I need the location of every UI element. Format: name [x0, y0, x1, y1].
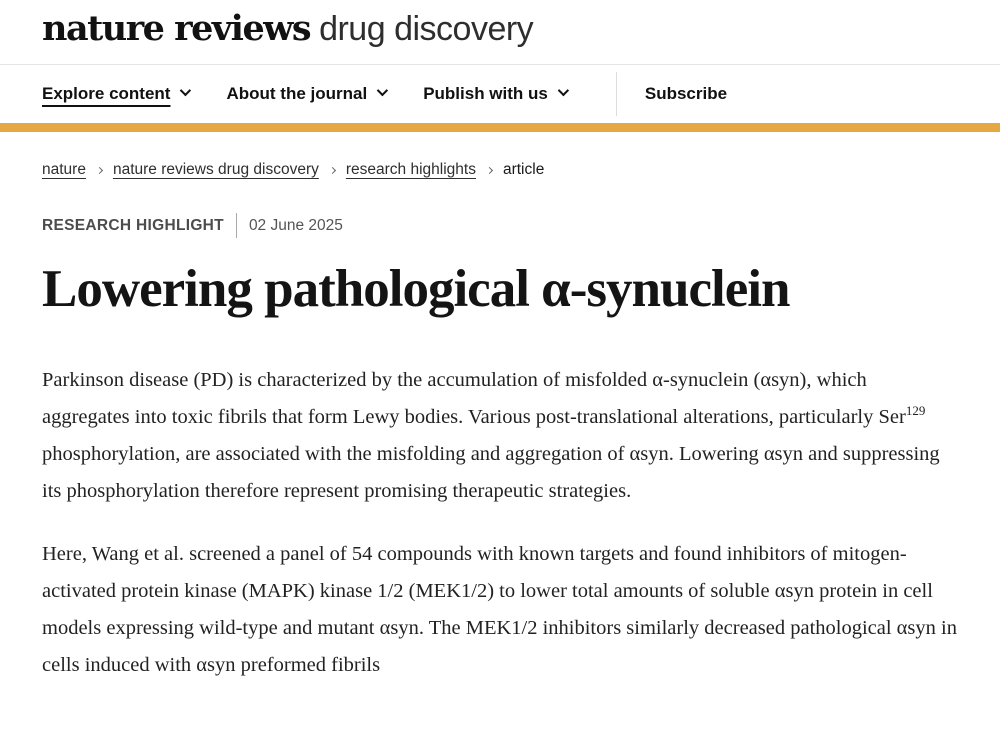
nav-about-the-journal[interactable]: [226, 84, 385, 104]
site-header: [0, 0, 1000, 64]
article-paragraph-2: Here, Wang et al. screened a panel of 54 compounds with known targets and found inhibitors of mitogen-activated protein kinase (MAPK) kinase 1/2 (MEK1/2) to lower total amounts of soluble αsyn protein in cell models expressing wild-type and mutant αsyn. The MEK1/2 inhibitors similarly decreased pathological αsyn in cells induced with αsyn preformed fibrils: [42, 543, 957, 677]
article-paragraph-1: [42, 362, 958, 510]
breadcrumb-link-journal[interactable]: nature reviews drug discovery: [112, 161, 319, 178]
logo-drug-discovery: drug discovery: [319, 10, 534, 48]
breadcrumb-link-nature[interactable]: nature: [42, 161, 86, 178]
article-meta: [42, 213, 958, 238]
article-title: Lowering pathological α-synuclein: [42, 260, 790, 318]
chevron-down-icon: [180, 85, 191, 96]
meta-divider: [236, 213, 237, 238]
breadcrumb: [42, 161, 958, 179]
breadcrumb-current-article: article: [502, 161, 545, 178]
nav-subscribe-label: Subscribe: [644, 84, 728, 103]
chevron-right-icon: [96, 166, 103, 173]
primary-nav: [0, 64, 1000, 123]
publish-date: 02 June 2025: [248, 216, 343, 234]
chevron-right-icon: [486, 166, 493, 173]
chevron-down-icon: [558, 85, 569, 96]
chevron-down-icon: [377, 85, 388, 96]
paragraph-1-text-before-sup: Parkinson disease (PD) is characterized by the accumulation of misfolded α-synuclein (αsyn), which aggregates into toxic fibrils that form Lewy bodies. Various post-translational alterations, particularly Ser: [42, 369, 906, 429]
logo-nature-reviews: nature reviews: [42, 8, 311, 49]
brand-accent-bar: [0, 123, 1000, 132]
superscript-129: 129: [905, 403, 926, 419]
paragraph-1-text-after-sup: phosphorylation, are associated with the misfolding and aggregation of αsyn. Lowering αsyn and suppressing its phosphorylation therefore represent promising therapeutic strategies.: [42, 443, 940, 503]
nav-publish-with-us[interactable]: [423, 84, 566, 104]
nav-explore-content[interactable]: [42, 84, 188, 104]
nav-subscribe[interactable]: [645, 84, 727, 104]
nav-divider: [616, 72, 617, 116]
journal-logo[interactable]: [42, 8, 533, 49]
article-type-label: RESEARCH HIGHLIGHT: [42, 216, 224, 234]
chevron-right-icon: [329, 166, 336, 173]
nav-publish-with-us-label: Publish with us: [423, 84, 548, 103]
breadcrumb-link-research-highlights[interactable]: research highlights: [345, 161, 476, 178]
article-main: [0, 161, 1000, 684]
nav-explore-content-label: Explore content: [42, 84, 171, 103]
nav-about-the-journal-label: About the journal: [226, 84, 368, 103]
